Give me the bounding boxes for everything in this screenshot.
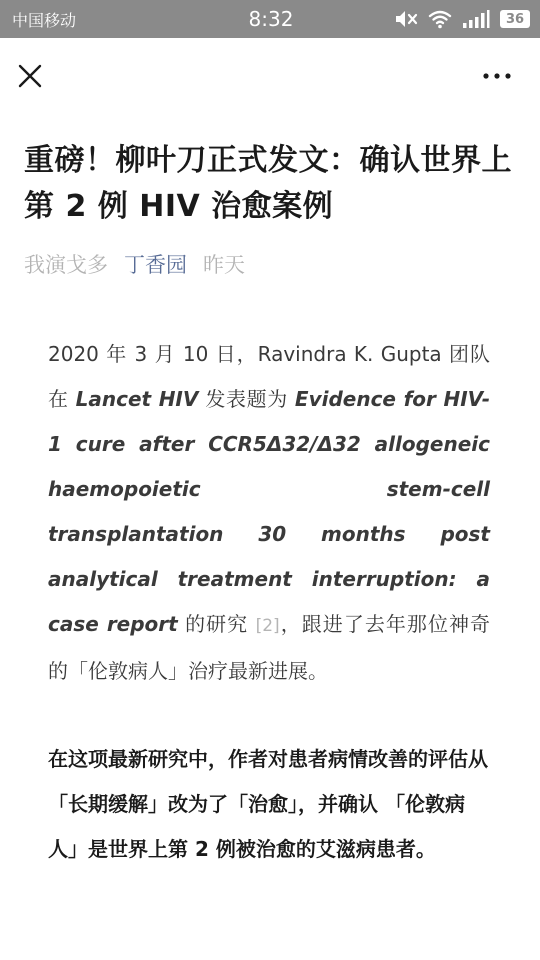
status-bar: [0, 0, 540, 38]
reference-link[interactable]: [2]: [255, 616, 280, 636]
mute-icon: [394, 9, 418, 29]
status-icons: [380, 9, 530, 29]
journal-name: Lancet HIV: [75, 387, 199, 411]
para-after-title: 的研究: [177, 612, 256, 636]
status-time: 8:32: [248, 7, 294, 31]
signal-icon: [462, 9, 490, 29]
article-meta: [24, 250, 245, 280]
nav-bar: [0, 38, 540, 112]
paragraph-highlight: 在这项最新研究中，作者对患者病情改善的评估从「长期缓解」改为了「治愈」，并确认 「伦敦病人」是世界上第 2 例被治愈的艾滋病患者。: [48, 747, 488, 861]
wifi-icon: [428, 9, 452, 29]
paper-title: Evidence for HIV-1 cure after CCR5Δ32/Δ32 allogeneic haemopoietic stem-cell transplantation 30 months post analytical treatment interruption: a case report: [48, 387, 491, 636]
account-link[interactable]: 丁香园: [124, 253, 187, 277]
publish-date: 昨天: [203, 253, 245, 277]
carrier-name: 中国移动: [12, 10, 77, 30]
author-name: 我演戈多: [24, 253, 108, 277]
battery-icon: 36: [500, 10, 530, 28]
more-icon[interactable]: [482, 66, 512, 86]
article-title: 重磅！柳叶刀正式发文：确认世界上第 2 例 HIV 治愈案例: [24, 143, 512, 224]
para-middle: 发表题为: [198, 387, 295, 411]
close-icon[interactable]: [16, 62, 44, 90]
paragraph-intro: [48, 332, 490, 694]
para-suffix: ，跟进了去年那位神奇的「伦敦病人」治疗最新进展。: [48, 612, 491, 683]
para-prefix: 2020 年 3 月 10 日，Ravindra K. Gupta 团队在: [48, 342, 490, 411]
